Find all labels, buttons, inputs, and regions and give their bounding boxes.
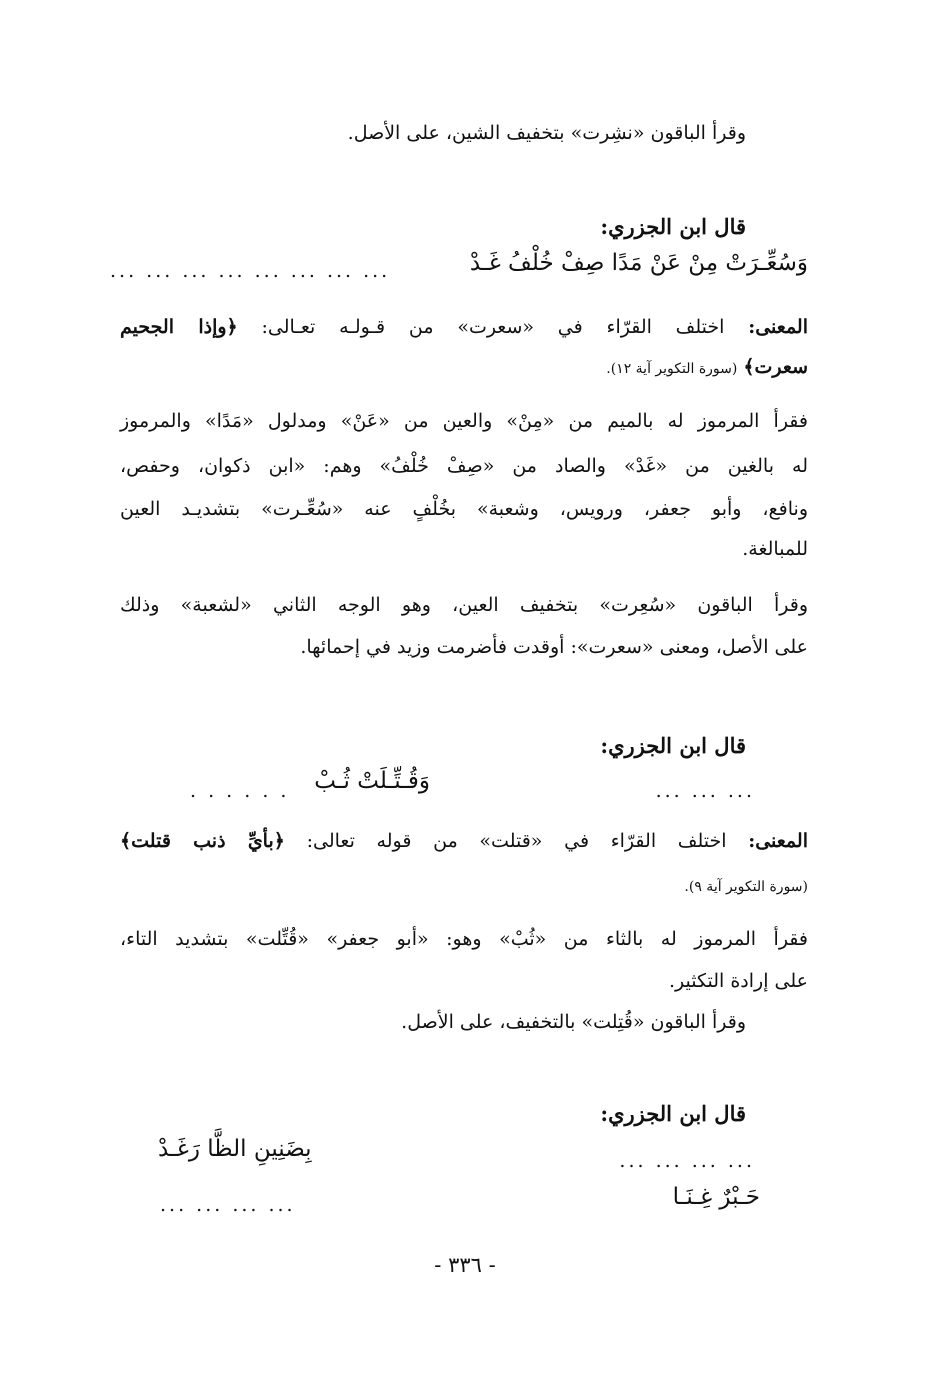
verse-line: حَـبْرٌ غِـنَـا bbox=[672, 1184, 760, 1210]
verse-reference: (سورة التكوير آية ١٢). bbox=[606, 361, 738, 377]
quran-quote: ﴿بأيِّ ذنب قتلت﴾ bbox=[120, 830, 285, 852]
verse-ellipsis: . . . . . . bbox=[190, 780, 290, 802]
verse-ellipsis: ... ... ... bbox=[655, 780, 755, 802]
page-number: - ٣٣٦ - bbox=[434, 1253, 496, 1277]
paragraph-line: فقرأ المرموز له بالميم من «مِنْ» والعين من «عَنْ» ومدلول «مَدًا» والمرموز bbox=[120, 410, 808, 432]
section-heading: قال ابن الجزري: bbox=[600, 733, 746, 758]
verse-ellipsis: ... ... ... ... bbox=[160, 1194, 296, 1216]
verse-ellipsis: ... ... ... ... ... ... ... ... bbox=[110, 260, 391, 282]
paragraph-line: له بالغين من «غَدْ» والصاد من «صِفْ خُلْفُ» وهم: «ابن ذكوان، وحفص، bbox=[120, 455, 808, 477]
meaning-text: اختلف القرّاء في «قتلت» من قوله تعالى: bbox=[306, 830, 727, 852]
meaning-label: المعنى: bbox=[748, 316, 809, 338]
paragraph-line: وقرأ الباقون «قُتِلت» بالتخفيف، على الأصل. bbox=[401, 1011, 746, 1033]
paragraph-line: على إرادة التكثير. bbox=[669, 970, 808, 992]
verse-ellipsis: ... ... ... ... bbox=[619, 1150, 755, 1172]
text-line: وقرأ الباقون «نشِرت» بتخفيف الشين، على الأصل. bbox=[347, 122, 746, 144]
verse-line: بِضَنِينِ الظَّا رَغَـدْ bbox=[158, 1136, 312, 1162]
meaning-line bbox=[120, 318, 808, 337]
paragraph-line: على الأصل، ومعنى «سعرت»: أوقدت فأضرمت وزيد في إحمائها. bbox=[300, 636, 808, 658]
quran-quote: ﴿وإذا الجحيم bbox=[120, 316, 238, 338]
meaning-line-2 bbox=[606, 358, 808, 377]
paragraph-line: ونافع، وأبو جعفر، ورويس، وشعبة» بخُلْفٍ عنه «سُعِّـرت» بتشديـد العين bbox=[120, 498, 808, 520]
meaning-label: المعنى: bbox=[748, 830, 808, 852]
paragraph-line: للمبالغة. bbox=[742, 538, 808, 560]
paragraph-line: فقرأ المرموز له بالثاء من «ثُبْ» وهو: «أبو جعفر» «قُتِّلت» بتشديد التاء، bbox=[120, 928, 808, 950]
section-heading: قال ابن الجزري: bbox=[600, 214, 746, 239]
verse-line: وَقُـتِّـلَتْ ثُـبْ bbox=[314, 768, 430, 794]
verse-line: وَسُعِّـرَتْ مِنْ عَنْ مَدًا صِفْ خُلْفُ غَـدْ bbox=[469, 250, 808, 276]
section-heading: قال ابن الجزري: bbox=[600, 1101, 746, 1126]
paragraph-line: وقرأ الباقون «سُعِرت» بتخفيف العين، وهو الوجه الثاني «لشعبة» وذلك bbox=[120, 594, 808, 616]
verse-reference: (سورة التكوير آية ٩). bbox=[684, 879, 808, 895]
quran-quote-end: سعرت﴾ bbox=[743, 356, 808, 378]
meaning-text: اختلف القرّاء في «سعرت» من قـولـه تعـالى: bbox=[261, 316, 725, 338]
meaning-line bbox=[120, 832, 808, 851]
